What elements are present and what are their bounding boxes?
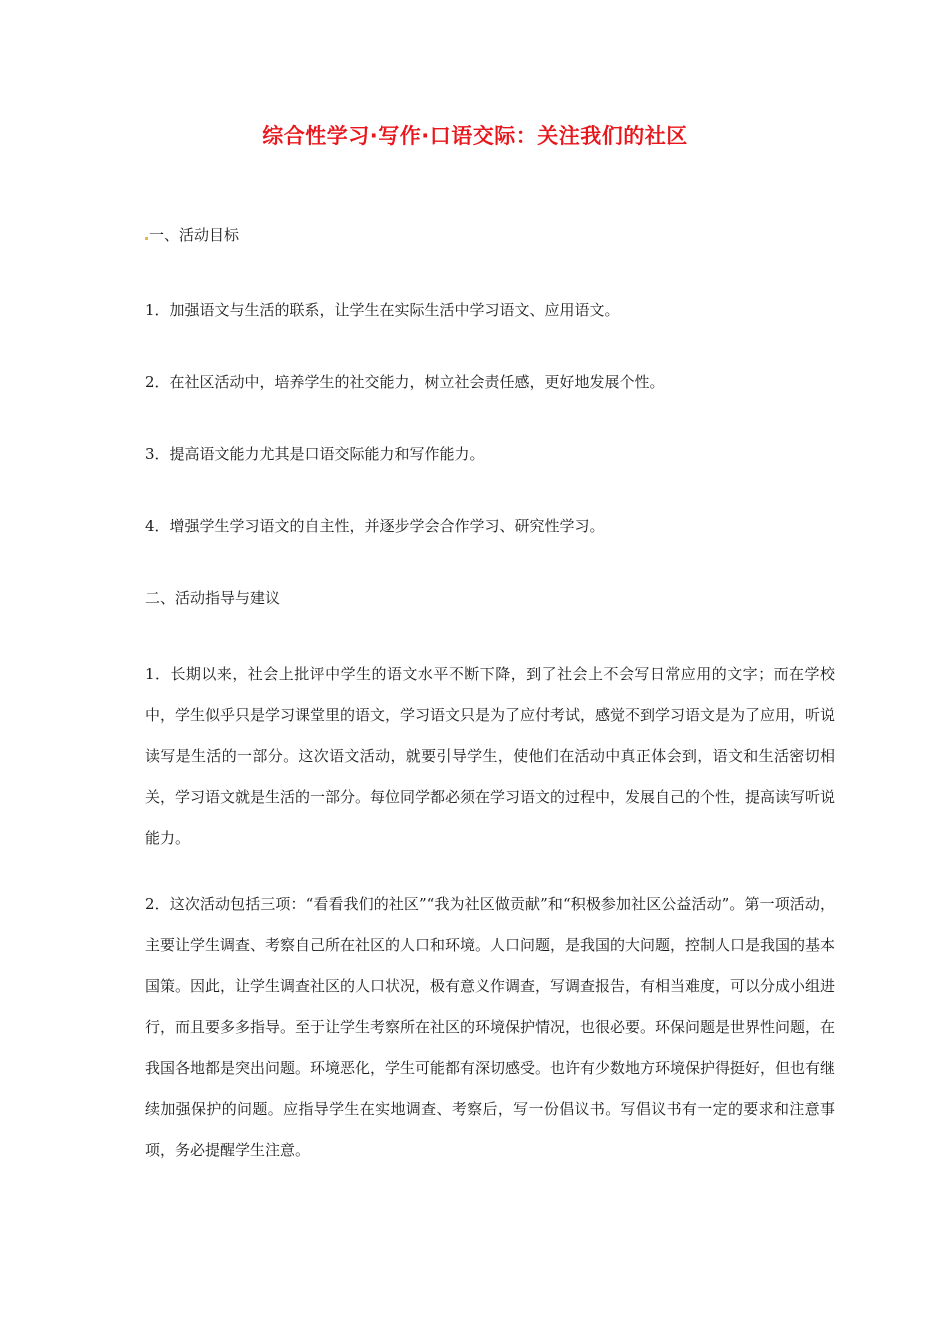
goal-item-3: 3．提高语文能力尤其是口语交际能力和写作能力。 xyxy=(145,445,485,463)
goal-item-1: 1．加强语文与生活的联系，让学生在实际生活中学习语文、应用语文。 xyxy=(145,301,620,319)
section1-heading xyxy=(145,225,815,245)
section2-heading: 二、活动指导与建议 xyxy=(145,589,281,607)
document-title: 综合性学习·写作·口语交际：关注我们的社区 xyxy=(262,124,688,148)
edit-mark xyxy=(145,237,148,240)
section1-heading-text: 一、活动目标 xyxy=(149,226,240,244)
guidance-paragraph-2: 2．这次活动包括三项：“看看我们的社区”“我为社区做贡献”和“积极参加社区公益活动”。第一项活动，主要让学生调查、考察自己所在社区的人口和环境。人口问题，是我国的大问题，控制人口是我国的基本国策。因此，让学生调查社区的人口状况，极有意义作调查，写调查报告，有相当难度，可以分成小组进行，而且要多多指导。至于让学生考察所在社区的环境保护情况，也很必要。环保问题是世界性问题，在我国各地都是突出问题。环境恶化，学生可能都有深切感受。也许有少数地方环境保护得挺好，但也有继续加强保护的问题。应指导学生在实地调查、考察后，写一份倡议书。写倡议书有一定的要求和注意事项，务必提醒学生注意。 xyxy=(145,895,836,1159)
guidance-paragraph-1: 1．长期以来，社会上批评中学生的语文水平不断下降，到了社会上不会写日常应用的文字；而在学校中，学生似乎只是学习课堂里的语文，学习语文只是为了应付考试，感觉不到学习语文是为了应用，听说读写是生活的一部分。这次语文活动，就要引导学生，使他们在活动中真正体会到，语文和生活密切相关，学习语文就是生活的一部分。每位同学都必须在学习语文的过程中，发展自己的个性，提高读写听说能力。 xyxy=(145,665,836,847)
goal-item-4: 4．增强学生学习语文的自主性，并逐步学会合作学习、研究性学习。 xyxy=(145,517,605,535)
goal-item-2: 2．在社区活动中，培养学生的社交能力，树立社会责任感，更好地发展个性。 xyxy=(145,373,665,391)
